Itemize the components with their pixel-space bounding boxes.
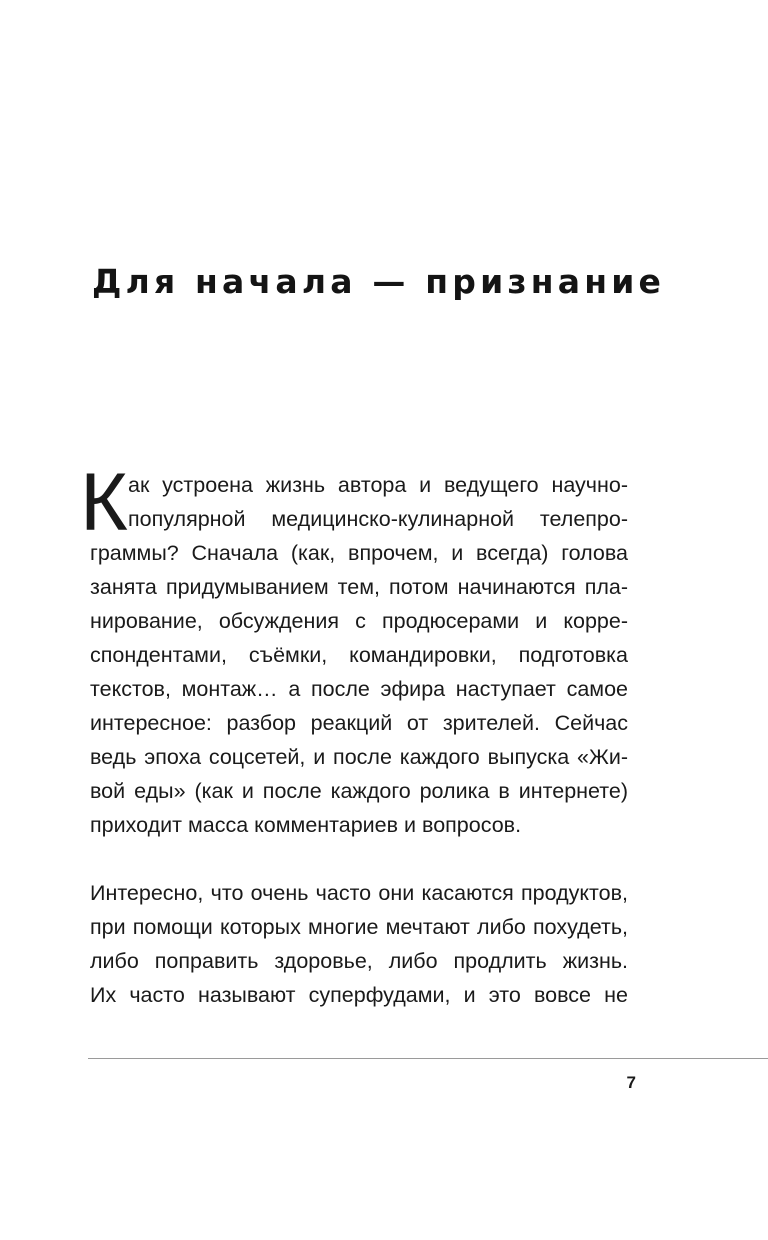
paragraph-1-line: ак устроена жизнь автора и ведущего научно- xyxy=(128,473,628,497)
drop-cap: К xyxy=(80,457,128,548)
paragraph-1-line: вой еды» (как и после каждого ролика в интернете) xyxy=(90,779,628,803)
paragraph-1-line: занята придумыванием тем, потом начинаются пла- xyxy=(90,575,628,599)
paragraph-1-line: граммы? Сначала (как, впрочем, и всегда) голова xyxy=(90,541,628,565)
paragraph-1-line: приходит масса комментариев и вопросов. xyxy=(90,813,522,837)
paragraph-1-line: интересное: разбор реакций от зрителей. Сейчас xyxy=(90,711,628,735)
body-text xyxy=(90,468,628,1012)
page-number: 7 xyxy=(626,1073,636,1092)
paragraph-1-line: ведь эпоха соцсетей, и после каждого выпуска «Жи- xyxy=(90,745,628,769)
paragraph-2-line: Их часто называют суперфудами, и это вовсе не xyxy=(90,983,628,1007)
paragraph-1-line: текстов, монтаж… а после эфира наступает самое xyxy=(90,677,628,701)
paragraph-2-line: при помощи которых многие мечтают либо похудеть, xyxy=(90,915,628,939)
footer-divider xyxy=(88,1058,768,1059)
paragraph-1-line: спондентами, съёмки, командировки, подготовка xyxy=(90,643,628,667)
paragraph-2-line: Интересно, что очень часто они касаются продуктов, xyxy=(90,881,628,905)
paragraph-1-line: нирование, обсуждения с продюсерами и корре- xyxy=(90,609,628,633)
paragraph-gap xyxy=(90,842,628,876)
paragraph-2-line: либо поправить здоровье, либо продлить жизнь. xyxy=(90,949,628,973)
chapter-title: Для начала — признание xyxy=(92,262,666,301)
paragraph-1-line: популярной медицинско-кулинарной телепро- xyxy=(128,507,628,531)
